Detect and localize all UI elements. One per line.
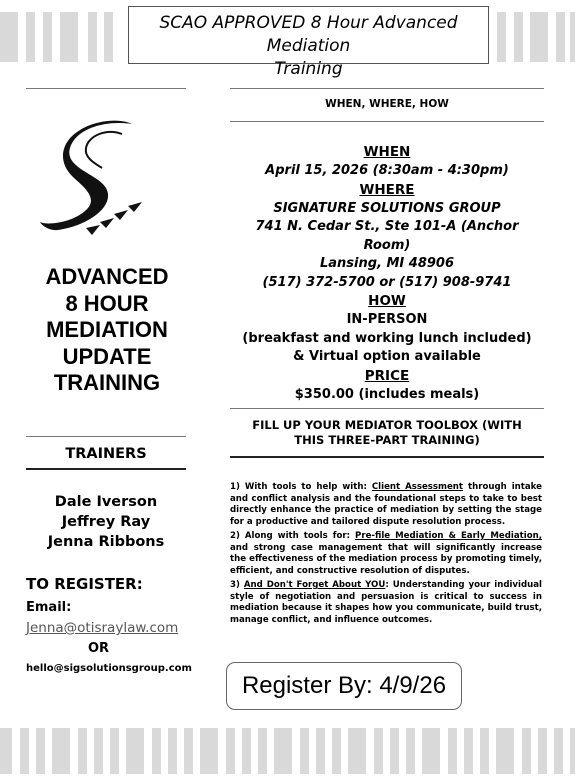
p1-pre: 1) With tools to help with: xyxy=(230,482,372,492)
section2-heading-line-2: THIS THREE-PART TRAINING) xyxy=(294,433,480,447)
toolbox-paragraph-3 xyxy=(230,580,542,626)
left-title-line-1: ADVANCED xyxy=(45,264,169,289)
title-line-2: Training xyxy=(274,59,343,79)
register-by-box: Register By: 4/9/26 xyxy=(226,662,462,710)
p2-post: and strong case management that will significantly increase the effectiveness of the mediation process by promoting timely, efficient, and constructive resolution of disputes. xyxy=(230,542,542,576)
toolbox-paragraph-2 xyxy=(230,531,542,577)
trainer-name: Jenna Ribbons xyxy=(47,534,165,550)
how-line: (breakfast and working lunch included) xyxy=(242,330,532,346)
right-top-rule xyxy=(230,88,544,89)
left-title-line-3: MEDIATION xyxy=(46,317,168,342)
where-label: WHERE xyxy=(359,181,415,198)
price-value: $350.00 (includes meals) xyxy=(294,386,480,402)
p3-pre: 3) xyxy=(230,580,244,590)
or-label: OR xyxy=(88,641,110,656)
how-line: IN-PERSON xyxy=(346,312,428,327)
left-top-rule xyxy=(26,88,186,89)
p3-post: : Understanding your individual style of negotiation and persuasion is critical to success in mediation because it shapes how you communicate, build trust, manage conflict, and influence outcomes. xyxy=(230,580,542,625)
email-label: Email: xyxy=(26,600,72,615)
trainers-bottom-rule xyxy=(26,468,186,470)
where-line: SIGNATURE SOLUTIONS GROUP xyxy=(273,200,501,216)
section1-rule xyxy=(230,121,544,122)
stylized-s-arrow-logo-icon xyxy=(36,118,156,244)
bottom-stripe-band xyxy=(0,722,575,777)
where-line: (517) 372-5700 or (517) 908-9741 xyxy=(262,274,512,290)
where-line: 741 N. Cedar St., Ste 101-A (Anchor Room) xyxy=(255,219,519,253)
email-link-jenna[interactable] xyxy=(26,620,178,636)
p1-post: through intake and conflict analysis and the foundational steps to take to best directly enhance the practice of mediation by setting the stage for a productive and tailored dispute resolution process. xyxy=(230,482,542,527)
p1-emphasis: Client Assessment xyxy=(371,482,464,492)
left-title-line-4: UPDATE xyxy=(62,343,152,369)
trainer-name: Jeffrey Ray xyxy=(61,514,151,530)
p3-emphasis: And Don't Forget About YOU xyxy=(243,580,386,590)
when-label: WHEN xyxy=(363,144,411,160)
section2-heading-line-1: FILL UP YOUR MEDIATOR TOOLBOX (WITH xyxy=(252,418,522,432)
section2-heading xyxy=(230,418,544,448)
section2-top-rule xyxy=(230,408,544,409)
register-heading: TO REGISTER: xyxy=(26,575,143,593)
price-label: PRICE xyxy=(364,367,410,384)
trainers-top-rule xyxy=(26,436,186,437)
toolbox-paragraphs xyxy=(230,482,542,629)
toolbox-paragraph-1 xyxy=(230,482,542,528)
section1-heading: WHEN, WHERE, HOW xyxy=(325,98,449,110)
how-label: HOW xyxy=(368,293,406,309)
where-line: Lansing, MI 48906 xyxy=(319,256,455,271)
section2-bottom-rule xyxy=(230,456,544,458)
event-details xyxy=(230,143,544,404)
title-line-1: SCAO APPROVED 8 Hour Advanced Mediation xyxy=(159,13,458,56)
when-value: April 15, 2026 (8:30am - 4:30pm) xyxy=(265,163,509,178)
email-jenna-text[interactable]: Jenna@otisraylaw.com xyxy=(26,620,179,636)
title-box xyxy=(128,6,489,79)
p2-pre: 2) Along with tools for: xyxy=(230,531,356,541)
left-title xyxy=(22,264,192,397)
how-line: & Virtual option available xyxy=(293,349,481,364)
left-title-line-2: 8 HOUR xyxy=(65,290,149,316)
left-title-line-5: TRAINING xyxy=(53,370,161,395)
trainer-name: Dale Iverson xyxy=(54,494,158,510)
trainers-heading: TRAINERS xyxy=(65,446,147,462)
section1-heading-wrap xyxy=(230,97,544,111)
email-hello[interactable]: hello@sigsolutionsgroup.com xyxy=(26,663,192,674)
trainers-list xyxy=(26,492,186,552)
p2-emphasis: Pre-file Mediation & Early Mediation, xyxy=(355,531,543,541)
